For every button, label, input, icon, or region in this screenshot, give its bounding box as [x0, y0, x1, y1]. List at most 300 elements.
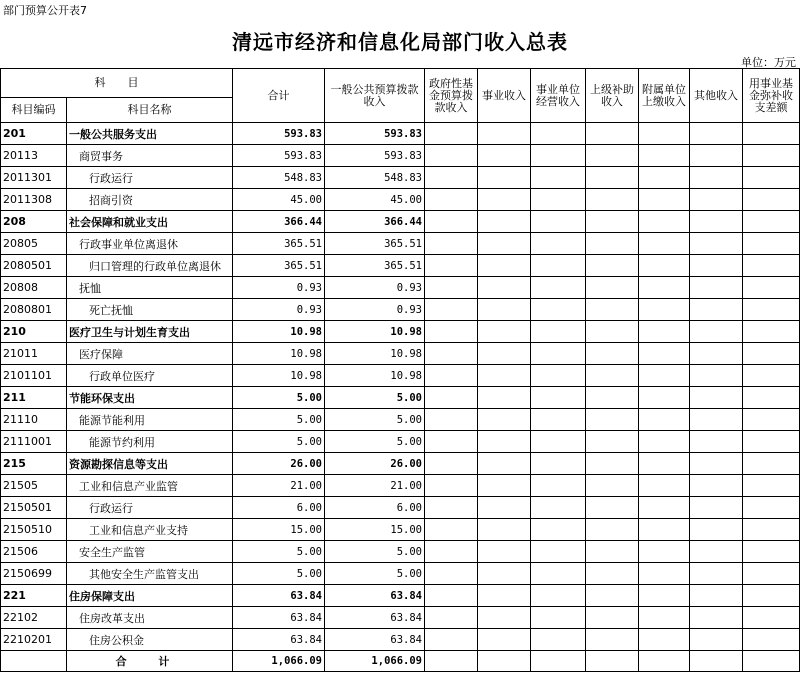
empty-cell: [425, 629, 478, 651]
total-amount-cell: 15.00: [233, 519, 325, 541]
empty-cell: [639, 299, 690, 321]
empty-cell: [425, 145, 478, 167]
empty-cell: [639, 145, 690, 167]
subject-code-cell: 2011308: [1, 189, 67, 211]
empty-cell: [743, 541, 800, 563]
empty-cell: [478, 211, 531, 233]
general-budget-cell: 365.51: [325, 255, 425, 277]
empty-cell: [425, 387, 478, 409]
empty-cell: [425, 607, 478, 629]
empty-cell: [425, 365, 478, 387]
empty-cell: [586, 211, 639, 233]
general-budget-cell: 15.00: [325, 519, 425, 541]
total-amount-cell: 365.51: [233, 255, 325, 277]
subject-code-cell: 221: [1, 585, 67, 607]
total-amount-cell: 45.00: [233, 189, 325, 211]
empty-cell: [743, 277, 800, 299]
document-label: 部门预算公开表7: [3, 4, 87, 17]
subject-name-cell: 节能环保支出: [67, 387, 233, 409]
empty-cell: [478, 299, 531, 321]
total-row-blank: [1, 651, 67, 672]
general-budget-cell: 21.00: [325, 475, 425, 497]
empty-cell: [586, 453, 639, 475]
empty-cell: [639, 629, 690, 651]
subject-name-cell: 行政单位医疗: [67, 365, 233, 387]
empty-cell: [690, 431, 743, 453]
table-row: [1, 519, 800, 541]
empty-cell: [690, 629, 743, 651]
total-amount-cell: 5.00: [233, 431, 325, 453]
empty-cell: [743, 651, 800, 672]
empty-cell: [478, 651, 531, 672]
table-row: [1, 123, 800, 145]
general-budget-cell: 593.83: [325, 145, 425, 167]
total-amount-cell: 63.84: [233, 607, 325, 629]
empty-cell: [586, 123, 639, 145]
empty-cell: [531, 277, 586, 299]
empty-cell: [690, 321, 743, 343]
total-amount-cell: 0.93: [233, 299, 325, 321]
empty-cell: [531, 651, 586, 672]
table-row: [1, 431, 800, 453]
general-budget-cell: 10.98: [325, 365, 425, 387]
empty-cell: [690, 519, 743, 541]
empty-cell: [478, 233, 531, 255]
table-row: [1, 233, 800, 255]
total-amount-cell: 10.98: [233, 343, 325, 365]
empty-cell: [425, 453, 478, 475]
empty-cell: [743, 387, 800, 409]
empty-cell: [531, 519, 586, 541]
empty-cell: [690, 541, 743, 563]
subject-name-cell: 安全生产监管: [67, 541, 233, 563]
subject-code-cell: 20808: [1, 277, 67, 299]
table-row: [1, 211, 800, 233]
empty-cell: [425, 409, 478, 431]
empty-cell: [586, 167, 639, 189]
empty-cell: [639, 519, 690, 541]
subject-code-cell: 2150699: [1, 563, 67, 585]
empty-cell: [478, 475, 531, 497]
empty-cell: [478, 541, 531, 563]
table-row: [1, 607, 800, 629]
empty-cell: [743, 343, 800, 365]
empty-cell: [639, 431, 690, 453]
subject-name-cell: 住房保障支出: [67, 585, 233, 607]
empty-cell: [425, 651, 478, 672]
general-budget-cell: 45.00: [325, 189, 425, 211]
empty-cell: [531, 453, 586, 475]
total-amount-cell: 6.00: [233, 497, 325, 519]
empty-cell: [586, 541, 639, 563]
empty-cell: [478, 563, 531, 585]
general-budget-cell: 10.98: [325, 343, 425, 365]
general-budget-cell: 5.00: [325, 431, 425, 453]
table-row: [1, 365, 800, 387]
total-amount-cell: 593.83: [233, 145, 325, 167]
table-row: [1, 167, 800, 189]
empty-cell: [531, 343, 586, 365]
income-summary-table: [0, 68, 800, 672]
total-row-general: 1,066.09: [325, 651, 425, 672]
general-budget-cell: 548.83: [325, 167, 425, 189]
empty-cell: [425, 189, 478, 211]
empty-cell: [690, 167, 743, 189]
table-row: [1, 453, 800, 475]
empty-cell: [690, 189, 743, 211]
empty-cell: [743, 431, 800, 453]
subject-code-cell: 2101101: [1, 365, 67, 387]
total-amount-cell: 63.84: [233, 629, 325, 651]
subject-name-cell: 医疗保障: [67, 343, 233, 365]
empty-cell: [690, 607, 743, 629]
empty-cell: [478, 585, 531, 607]
empty-cell: [531, 365, 586, 387]
empty-cell: [639, 123, 690, 145]
general-budget-cell: 5.00: [325, 563, 425, 585]
empty-cell: [690, 233, 743, 255]
general-budget-cell: 5.00: [325, 541, 425, 563]
empty-cell: [743, 365, 800, 387]
subject-name-cell: 能源节约利用: [67, 431, 233, 453]
empty-cell: [743, 189, 800, 211]
subject-name-cell: 医疗卫生与计划生育支出: [67, 321, 233, 343]
subject-name-cell: 其他安全生产监管支出: [67, 563, 233, 585]
empty-cell: [586, 497, 639, 519]
empty-cell: [586, 651, 639, 672]
empty-cell: [478, 365, 531, 387]
empty-cell: [425, 299, 478, 321]
empty-cell: [478, 519, 531, 541]
empty-cell: [690, 651, 743, 672]
table-row: [1, 321, 800, 343]
empty-cell: [531, 629, 586, 651]
subject-name-cell: 归口管理的行政单位离退休: [67, 255, 233, 277]
empty-cell: [743, 629, 800, 651]
empty-cell: [531, 563, 586, 585]
total-amount-cell: 21.00: [233, 475, 325, 497]
empty-cell: [425, 277, 478, 299]
total-amount-cell: 26.00: [233, 453, 325, 475]
empty-cell: [478, 255, 531, 277]
empty-cell: [743, 497, 800, 519]
code-header: 科目编码: [1, 98, 67, 123]
table-row: [1, 255, 800, 277]
subject-code-cell: 20113: [1, 145, 67, 167]
general-budget-cell: 63.84: [325, 585, 425, 607]
empty-cell: [639, 541, 690, 563]
empty-cell: [639, 167, 690, 189]
empty-cell: [425, 321, 478, 343]
empty-cell: [586, 343, 639, 365]
subject-code-cell: 2080801: [1, 299, 67, 321]
table-row: [1, 497, 800, 519]
business-unit-income-header: 事业单位经营收入: [531, 69, 586, 123]
subject-code-cell: 20805: [1, 233, 67, 255]
general-budget-cell: 5.00: [325, 409, 425, 431]
empty-cell: [639, 607, 690, 629]
empty-cell: [531, 475, 586, 497]
empty-cell: [690, 123, 743, 145]
empty-cell: [743, 123, 800, 145]
total-amount-cell: 5.00: [233, 541, 325, 563]
general-budget-header: 一般公共预算拨款收入: [325, 69, 425, 123]
total-row: [1, 651, 800, 672]
empty-cell: [639, 365, 690, 387]
empty-cell: [478, 387, 531, 409]
empty-cell: [639, 585, 690, 607]
empty-cell: [586, 189, 639, 211]
total-amount-cell: 10.98: [233, 321, 325, 343]
subject-name-cell: 商贸事务: [67, 145, 233, 167]
page-title: 清远市经济和信息化局部门收入总表: [232, 30, 568, 54]
empty-cell: [478, 497, 531, 519]
subject-code-cell: 21505: [1, 475, 67, 497]
empty-cell: [478, 629, 531, 651]
subject-name-cell: 工业和信息产业监管: [67, 475, 233, 497]
empty-cell: [478, 145, 531, 167]
subject-code-cell: 201: [1, 123, 67, 145]
empty-cell: [639, 277, 690, 299]
subject-code-cell: 2080501: [1, 255, 67, 277]
empty-cell: [531, 233, 586, 255]
empty-cell: [639, 453, 690, 475]
subject-code-cell: 2210201: [1, 629, 67, 651]
subject-code-cell: 2150510: [1, 519, 67, 541]
empty-cell: [425, 233, 478, 255]
subject-name-cell: 行政运行: [67, 167, 233, 189]
subject-header: 科 目: [1, 69, 233, 98]
empty-cell: [743, 563, 800, 585]
subject-name-cell: 抚恤: [67, 277, 233, 299]
empty-cell: [425, 343, 478, 365]
empty-cell: [690, 585, 743, 607]
empty-cell: [425, 211, 478, 233]
general-budget-cell: 6.00: [325, 497, 425, 519]
empty-cell: [425, 167, 478, 189]
subject-code-cell: 210: [1, 321, 67, 343]
empty-cell: [478, 321, 531, 343]
total-amount-cell: 63.84: [233, 585, 325, 607]
subject-code-cell: 21110: [1, 409, 67, 431]
empty-cell: [690, 277, 743, 299]
general-budget-cell: 63.84: [325, 607, 425, 629]
table-row: [1, 387, 800, 409]
empty-cell: [743, 167, 800, 189]
empty-cell: [531, 431, 586, 453]
subject-name-cell: 死亡抚恤: [67, 299, 233, 321]
empty-cell: [586, 321, 639, 343]
empty-cell: [478, 123, 531, 145]
empty-cell: [531, 211, 586, 233]
general-budget-cell: 366.44: [325, 211, 425, 233]
empty-cell: [639, 651, 690, 672]
empty-cell: [639, 475, 690, 497]
table-row: [1, 409, 800, 431]
empty-cell: [743, 211, 800, 233]
total-amount-cell: 548.83: [233, 167, 325, 189]
empty-cell: [531, 123, 586, 145]
empty-cell: [586, 475, 639, 497]
subject-name-cell: 住房公积金: [67, 629, 233, 651]
subject-name-cell: 资源勘探信息等支出: [67, 453, 233, 475]
empty-cell: [478, 453, 531, 475]
subject-code-cell: 2111001: [1, 431, 67, 453]
empty-cell: [743, 321, 800, 343]
empty-cell: [690, 563, 743, 585]
subject-name-cell: 社会保障和就业支出: [67, 211, 233, 233]
empty-cell: [690, 475, 743, 497]
total-row-label: 合 计: [67, 651, 233, 672]
empty-cell: [690, 453, 743, 475]
empty-cell: [690, 343, 743, 365]
empty-cell: [586, 519, 639, 541]
table-row: [1, 145, 800, 167]
empty-cell: [639, 343, 690, 365]
empty-cell: [586, 607, 639, 629]
empty-cell: [425, 585, 478, 607]
total-row-total: 1,066.09: [233, 651, 325, 672]
table-row: [1, 189, 800, 211]
empty-cell: [425, 431, 478, 453]
general-budget-cell: 5.00: [325, 387, 425, 409]
empty-cell: [586, 585, 639, 607]
empty-cell: [639, 497, 690, 519]
subject-code-cell: 208: [1, 211, 67, 233]
empty-cell: [690, 211, 743, 233]
empty-cell: [743, 233, 800, 255]
empty-cell: [531, 387, 586, 409]
name-header: 科目名称: [67, 98, 233, 123]
table-row: [1, 299, 800, 321]
empty-cell: [743, 255, 800, 277]
empty-cell: [743, 475, 800, 497]
empty-cell: [690, 409, 743, 431]
empty-cell: [743, 519, 800, 541]
subject-code-cell: 2011301: [1, 167, 67, 189]
general-budget-cell: 10.98: [325, 321, 425, 343]
empty-cell: [639, 211, 690, 233]
reserve-fund-header: 用事业基金弥补收支差额: [743, 69, 800, 123]
empty-cell: [531, 607, 586, 629]
empty-cell: [531, 321, 586, 343]
general-budget-cell: 0.93: [325, 277, 425, 299]
empty-cell: [743, 409, 800, 431]
empty-cell: [743, 453, 800, 475]
subject-name-cell: 工业和信息产业支持: [67, 519, 233, 541]
empty-cell: [478, 167, 531, 189]
empty-cell: [690, 387, 743, 409]
empty-cell: [586, 629, 639, 651]
empty-cell: [586, 277, 639, 299]
subject-name-cell: 招商引资: [67, 189, 233, 211]
table-row: [1, 343, 800, 365]
total-amount-cell: 5.00: [233, 563, 325, 585]
total-amount-cell: 10.98: [233, 365, 325, 387]
table-row: [1, 541, 800, 563]
empty-cell: [639, 563, 690, 585]
empty-cell: [690, 365, 743, 387]
empty-cell: [531, 255, 586, 277]
empty-cell: [531, 409, 586, 431]
empty-cell: [639, 233, 690, 255]
empty-cell: [586, 299, 639, 321]
subject-code-cell: 21506: [1, 541, 67, 563]
subject-name-cell: 行政事业单位离退休: [67, 233, 233, 255]
affiliated-unit-header: 附属单位上缴收入: [639, 69, 690, 123]
total-amount-cell: 0.93: [233, 277, 325, 299]
empty-cell: [586, 365, 639, 387]
table-row: [1, 629, 800, 651]
table-row: [1, 277, 800, 299]
empty-cell: [425, 563, 478, 585]
total-header: 合计: [233, 69, 325, 123]
table-row: [1, 563, 800, 585]
empty-cell: [531, 189, 586, 211]
empty-cell: [478, 607, 531, 629]
business-income-header: 事业收入: [478, 69, 531, 123]
general-budget-cell: 63.84: [325, 629, 425, 651]
empty-cell: [586, 233, 639, 255]
subject-name-cell: 一般公共服务支出: [67, 123, 233, 145]
empty-cell: [743, 299, 800, 321]
subject-code-cell: 2150501: [1, 497, 67, 519]
general-budget-cell: 365.51: [325, 233, 425, 255]
empty-cell: [639, 409, 690, 431]
subject-code-cell: 215: [1, 453, 67, 475]
empty-cell: [425, 475, 478, 497]
empty-cell: [478, 189, 531, 211]
empty-cell: [531, 497, 586, 519]
empty-cell: [743, 607, 800, 629]
subject-name-cell: 住房改革支出: [67, 607, 233, 629]
empty-cell: [586, 387, 639, 409]
empty-cell: [425, 541, 478, 563]
empty-cell: [478, 277, 531, 299]
empty-cell: [531, 145, 586, 167]
empty-cell: [478, 409, 531, 431]
empty-cell: [586, 145, 639, 167]
general-budget-cell: 0.93: [325, 299, 425, 321]
subject-code-cell: 211: [1, 387, 67, 409]
empty-cell: [639, 189, 690, 211]
total-amount-cell: 365.51: [233, 233, 325, 255]
empty-cell: [690, 145, 743, 167]
empty-cell: [586, 409, 639, 431]
empty-cell: [639, 387, 690, 409]
total-amount-cell: 5.00: [233, 387, 325, 409]
other-income-header: 其他收入: [690, 69, 743, 123]
subject-code-cell: 22102: [1, 607, 67, 629]
total-amount-cell: 593.83: [233, 123, 325, 145]
empty-cell: [425, 519, 478, 541]
general-budget-cell: 26.00: [325, 453, 425, 475]
empty-cell: [531, 167, 586, 189]
empty-cell: [690, 255, 743, 277]
empty-cell: [690, 497, 743, 519]
empty-cell: [586, 431, 639, 453]
total-amount-cell: 366.44: [233, 211, 325, 233]
subject-code-cell: 21011: [1, 343, 67, 365]
table-row: [1, 475, 800, 497]
empty-cell: [425, 497, 478, 519]
empty-cell: [586, 255, 639, 277]
empty-cell: [531, 541, 586, 563]
unit-label: 单位：万元: [741, 56, 796, 69]
empty-cell: [478, 343, 531, 365]
empty-cell: [690, 299, 743, 321]
empty-cell: [478, 431, 531, 453]
